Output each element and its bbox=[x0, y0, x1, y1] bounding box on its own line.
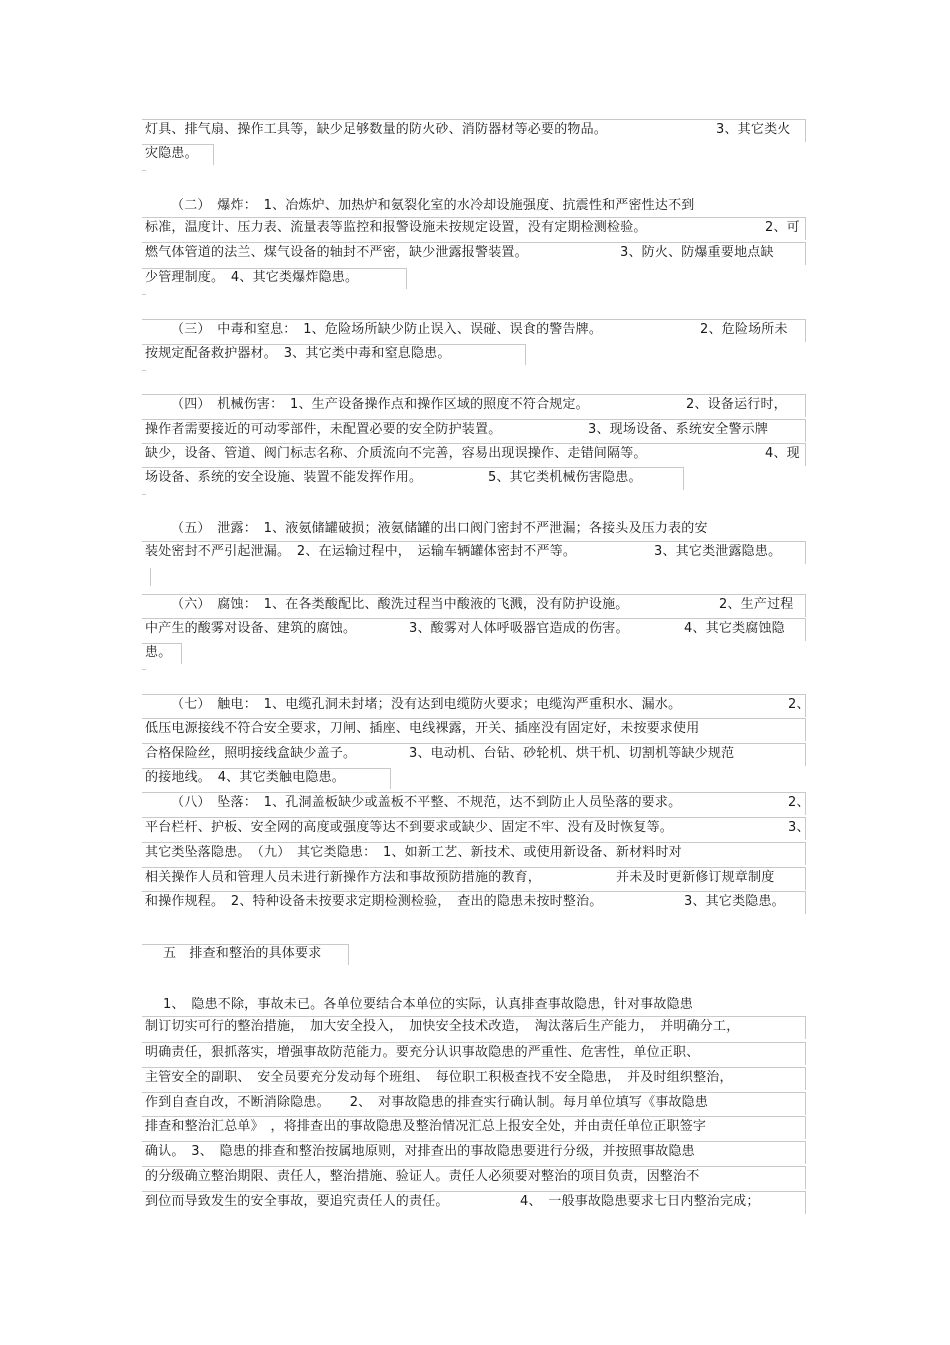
text-line: 到位而导致发生的安全事故，要追究责任人的责任。 bbox=[145, 1194, 449, 1209]
text-line: （二） 爆炸： 1、冶炼炉、加热炉和氨裂化室的水冷却设施强度、抗震性和严密性达不到 bbox=[171, 198, 695, 213]
line-marker bbox=[150, 568, 151, 586]
line-marker bbox=[142, 170, 146, 171]
text-line: 操作者需要接近的可动零部件，未配置必要的安全防护装置。 bbox=[145, 422, 502, 437]
text-line: 排查和整治汇总单》 ，将排查出的事故隐患及整治情况汇总上报安全处，并由责任单位正职签字 bbox=[145, 1119, 707, 1134]
text-line: 2、 bbox=[788, 795, 810, 810]
text-line: 装处密封不严引起泄漏。 2、在运输过程中， 运输车辆罐体密封不严等。 bbox=[145, 544, 577, 559]
text-line: 场设备、系统的安全设施、装置不能发挥作用。 bbox=[145, 470, 423, 485]
text-line: 低压电源接线不符合安全要求，刀闸、插座、电线裸露，开关、插座没有固定好，未按要求使用 bbox=[145, 721, 700, 736]
line-marker bbox=[142, 370, 146, 371]
text-line: 标准，温度计、压力表、流量表等监控和报警设施未按规定设置，没有定期检测检验。 bbox=[145, 220, 647, 235]
text-line: 3、酸雾对人体呼吸器官造成的伤害。 bbox=[409, 621, 629, 636]
text-line: 2、可 bbox=[765, 220, 800, 235]
text-line: 合格保险丝，照明接线盒缺少盖子。 bbox=[145, 746, 357, 761]
text-line: 燃气体管道的法兰、煤气设备的轴封不严密，缺少泄露报警装置。 bbox=[145, 245, 528, 260]
text-line: 主管安全的副职、 安全员要充分发动每个班组、 每位职工积极查找不安全隐患， 并及时组织整治， bbox=[145, 1070, 733, 1085]
text-line: 少管理制度。 4、其它类爆炸隐患。 bbox=[145, 270, 359, 285]
text-line: 其它类坠落隐患。 （九） 其它类隐患： 1、如新工艺、新技术、或使用新设备、新材料时对 bbox=[145, 845, 682, 860]
text-line: 3、其它类隐患。 bbox=[684, 894, 785, 909]
line-marker bbox=[142, 294, 146, 295]
text-line: （八） 坠落： 1、孔洞盖板缺少或盖板不平整、不规范，达不到防止人员坠落的要求。 bbox=[171, 795, 682, 810]
text-line: 3、其它类火 bbox=[716, 122, 791, 137]
text-line: 4、现 bbox=[765, 446, 800, 461]
text-line: 3、防火、防爆重要地点缺 bbox=[620, 245, 774, 260]
text-line: （七） 触电： 1、电缆孔洞未封堵；没有达到电缆防火要求；电缆沟严重积水、漏水。 bbox=[171, 697, 682, 712]
text-line: （三） 中毒和窒息： 1、危险场所缺少防止误入、误碰、误食的警告牌。 bbox=[171, 322, 603, 337]
text-line: 2、危险场所未 bbox=[700, 322, 788, 337]
text-line: 和操作规程。 2、特种设备未按要求定期检测检验， 查出的隐患未按时整治。 bbox=[145, 894, 603, 909]
text-line: （四） 机械伤害： 1、生产设备操作点和操作区域的照度不符合规定。 bbox=[171, 397, 589, 412]
section-heading: 五 排查和整治的具体要求 bbox=[163, 946, 322, 961]
text-line: 3、现场设备、系统安全警示牌 bbox=[588, 422, 769, 437]
text-line: 2、生产过程 bbox=[719, 597, 794, 612]
text-line: 确认。 3、 隐患的排查和整治按属地原则，对排查出的事故隐患要进行分级，并按照事故隐患 bbox=[145, 1144, 695, 1159]
text-line: 中产生的酸雾对设备、建筑的腐蚀。 bbox=[145, 621, 357, 636]
text-line: 2、 bbox=[788, 697, 810, 712]
text-line: 4、 一般事故隐患要求七日内整治完成； bbox=[520, 1194, 760, 1209]
text-line: 的接地线。 4、其它类触电隐患。 bbox=[145, 770, 345, 785]
text-line: 4、其它类腐蚀隐 bbox=[684, 621, 785, 636]
text-line: 按规定配备救护器材。 3、其它类中毒和窒息隐患。 bbox=[145, 346, 451, 361]
line-marker bbox=[142, 494, 146, 495]
text-line: 相关操作人员和管理人员未进行新操作方法和事故预防措施的教育， bbox=[145, 870, 542, 885]
text-line: 作到自查自改，不断消除隐患。 2、 对事故隐患的排查实行确认制。每月单位填写《事故隐患 bbox=[145, 1095, 709, 1110]
text-line: 并未及时更新修订规章制度 bbox=[616, 870, 775, 885]
text-line: 平台栏杆、护板、安全网的高度或强度等达不到要求或缺少、固定不牢、没有及时恢复等。 bbox=[145, 820, 674, 835]
text-line: 3、电动机、台钻、砂轮机、烘干机、切割机等缺少规范 bbox=[409, 746, 735, 761]
text-line: 3、 bbox=[788, 820, 810, 835]
text-line: 5、其它类机械伤害隐患。 bbox=[488, 470, 642, 485]
text-line: 2、设备运行时， bbox=[686, 397, 787, 412]
text-line: 缺少，设备、管道、阀门标志名称、介质流向不完善，容易出现误操作、走错间隔等。 bbox=[145, 446, 647, 461]
line-marker bbox=[142, 669, 146, 670]
text-line: （六） 腐蚀： 1、在各类酸配比、酸洗过程当中酸液的飞溅，没有防护设施。 bbox=[171, 597, 629, 612]
text-line: 1、 隐患不除，事故未已。各单位要结合本单位的实际，认真排查事故隐患，针对事故隐患 bbox=[163, 997, 693, 1012]
text-line: 灯具、排气扇、操作工具等，缺少足够数量的防火砂、消防器材等必要的物品。 bbox=[145, 122, 608, 137]
text-line: （五） 泄露： 1、液氨储罐破损；液氨储罐的出口阀门密封不严泄漏；各接头及压力表的安 bbox=[171, 521, 708, 536]
text-line: 明确责任，狠抓落实，增强事故防范能力。要充分认识事故隐患的严重性、危害性，单位正职、 bbox=[145, 1045, 700, 1060]
text-line: 3、其它类泄露隐患。 bbox=[654, 544, 782, 559]
text-line: 的分级确立整治期限、责任人，整治措施、验证人。责任人必须要对整治的项目负责，因整治不 bbox=[145, 1169, 700, 1184]
text-line: 制订切实可行的整治措施， 加大安全投入， 加快安全技术改造， 淘汰落后生产能力， 并明确分工， bbox=[145, 1019, 740, 1034]
text-line: 灾隐患。 bbox=[145, 146, 198, 161]
text-line: 患。 bbox=[145, 645, 172, 660]
